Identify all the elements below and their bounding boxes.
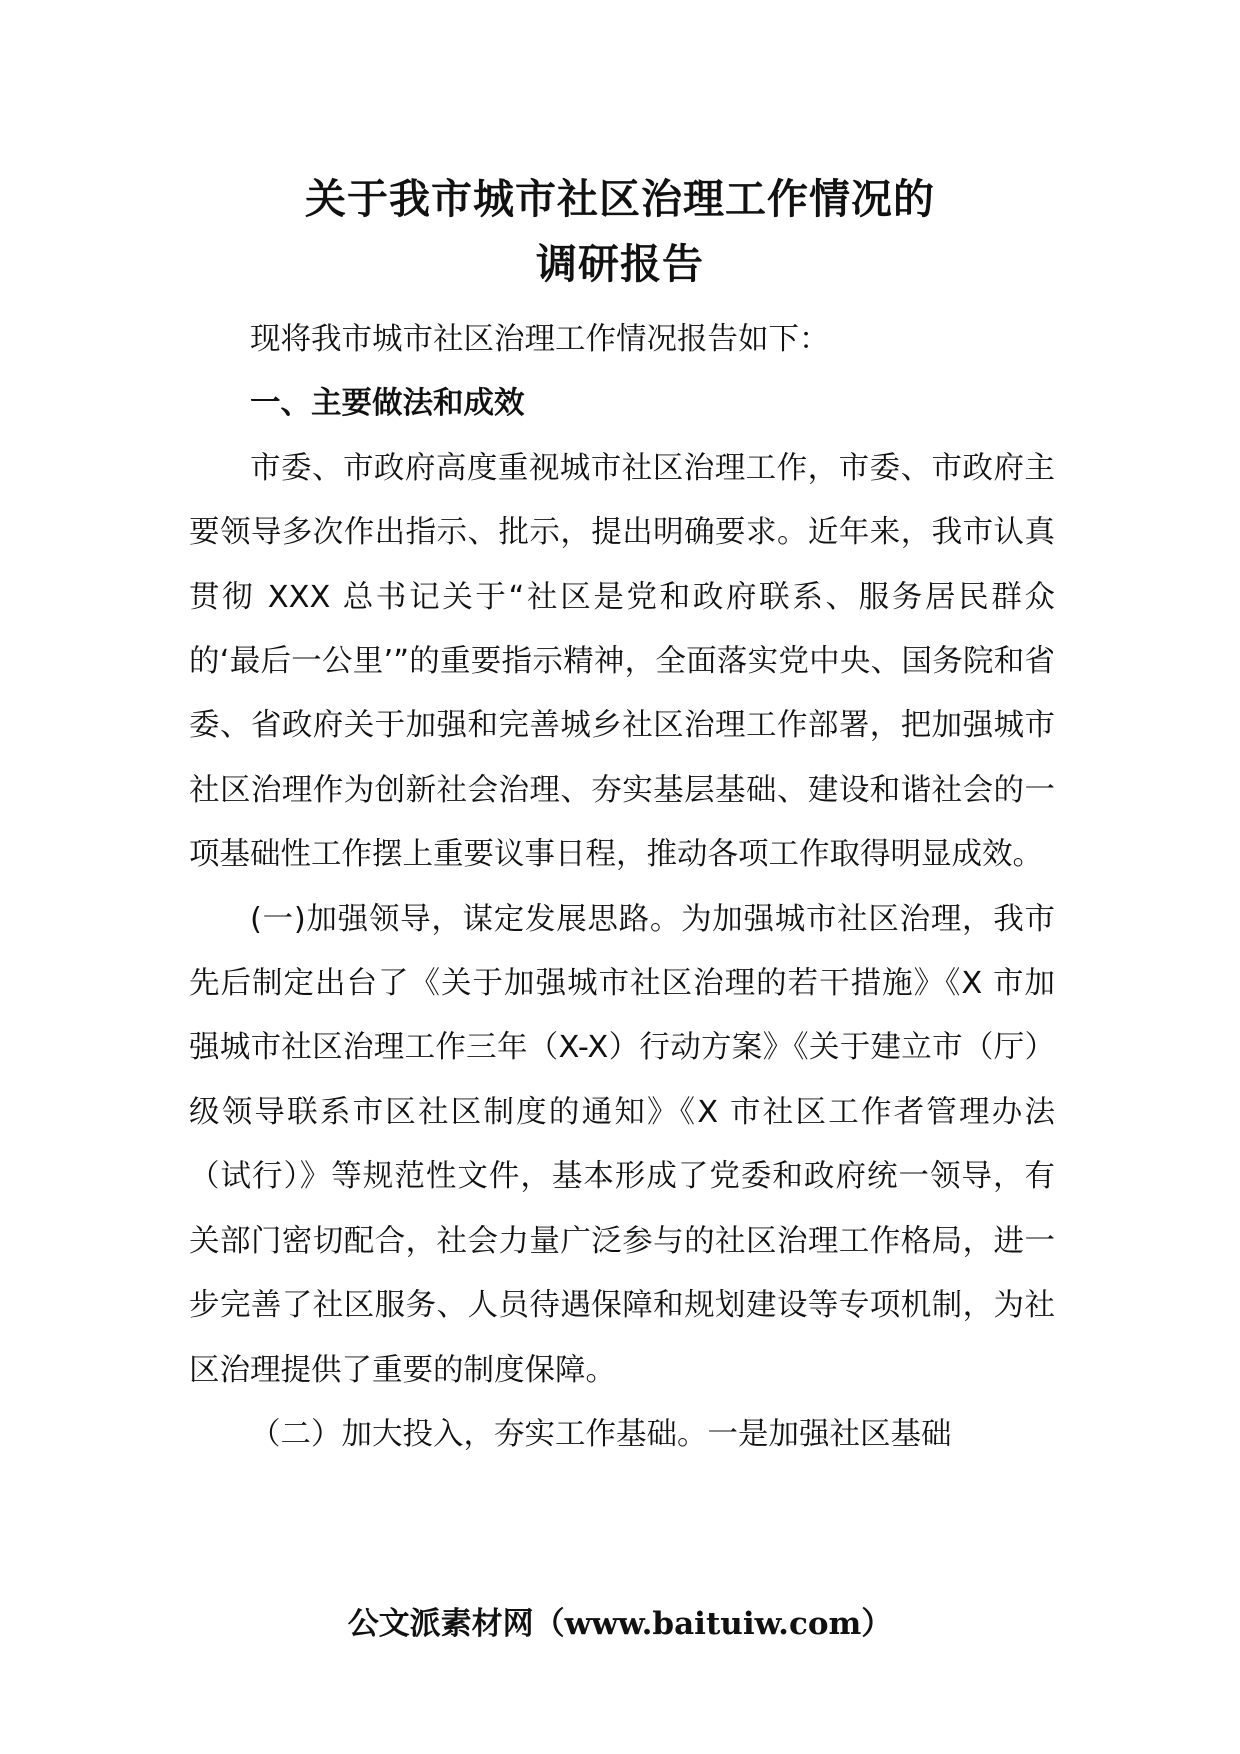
document-body bbox=[189, 308, 1055, 1467]
document-title-line-2: 调研报告 bbox=[536, 240, 704, 288]
body-paragraph: （二）加大投入，夯实工作基础。一是加强社区基础 bbox=[250, 1416, 952, 1452]
section-heading: 一、主要做法和成效 bbox=[250, 386, 525, 422]
document-title-line-1: 关于我市城市社区治理工作情况的 bbox=[305, 175, 935, 223]
body-paragraph: (一)加强领导，谋定发展思路。为加强城市社区治理，我市先后制定出台了《关于加强城市社区治理的若干措施》《X 市加强城市社区治理工作三年（X-X）行动方案》《关于建立市（厅）级领导联系市区社区制度的通知》《X 市社区工作者管理办法（试行）》等规范性文件，基本形成了党委和政府统一领导，有关部门密切配合，社会力量广泛参与的社区治理工作格局，进一步完善了社区服务、人员待遇保障和规划建设等专项机制，为社区治理提供了重要的制度保障。 bbox=[189, 901, 1055, 1388]
footer-watermark: 公文派素材网（www.baituiw.com） bbox=[347, 1606, 893, 1642]
intro-paragraph: 现将我市城市社区治理工作情况报告如下： bbox=[250, 322, 830, 357]
body-paragraph: 市委、市政府高度重视城市社区治理工作，市委、市政府主要领导多次作出指示、批示，提出明确要求。近年来，我市认真贯彻 XXX 总书记关于“社区是党和政府联系、服务居民群众的‘最后一公里’”的重要指示精神，全面落实党中央、国务院和省委、省政府关于加强和完善城乡社区治理工作部署，把加强城市社区治理作为创新社会治理、夯实基层基础、建设和谐社会的一项基础性工作摆上重要议事日程，推动各项工作取得明显成效。 bbox=[189, 450, 1055, 873]
